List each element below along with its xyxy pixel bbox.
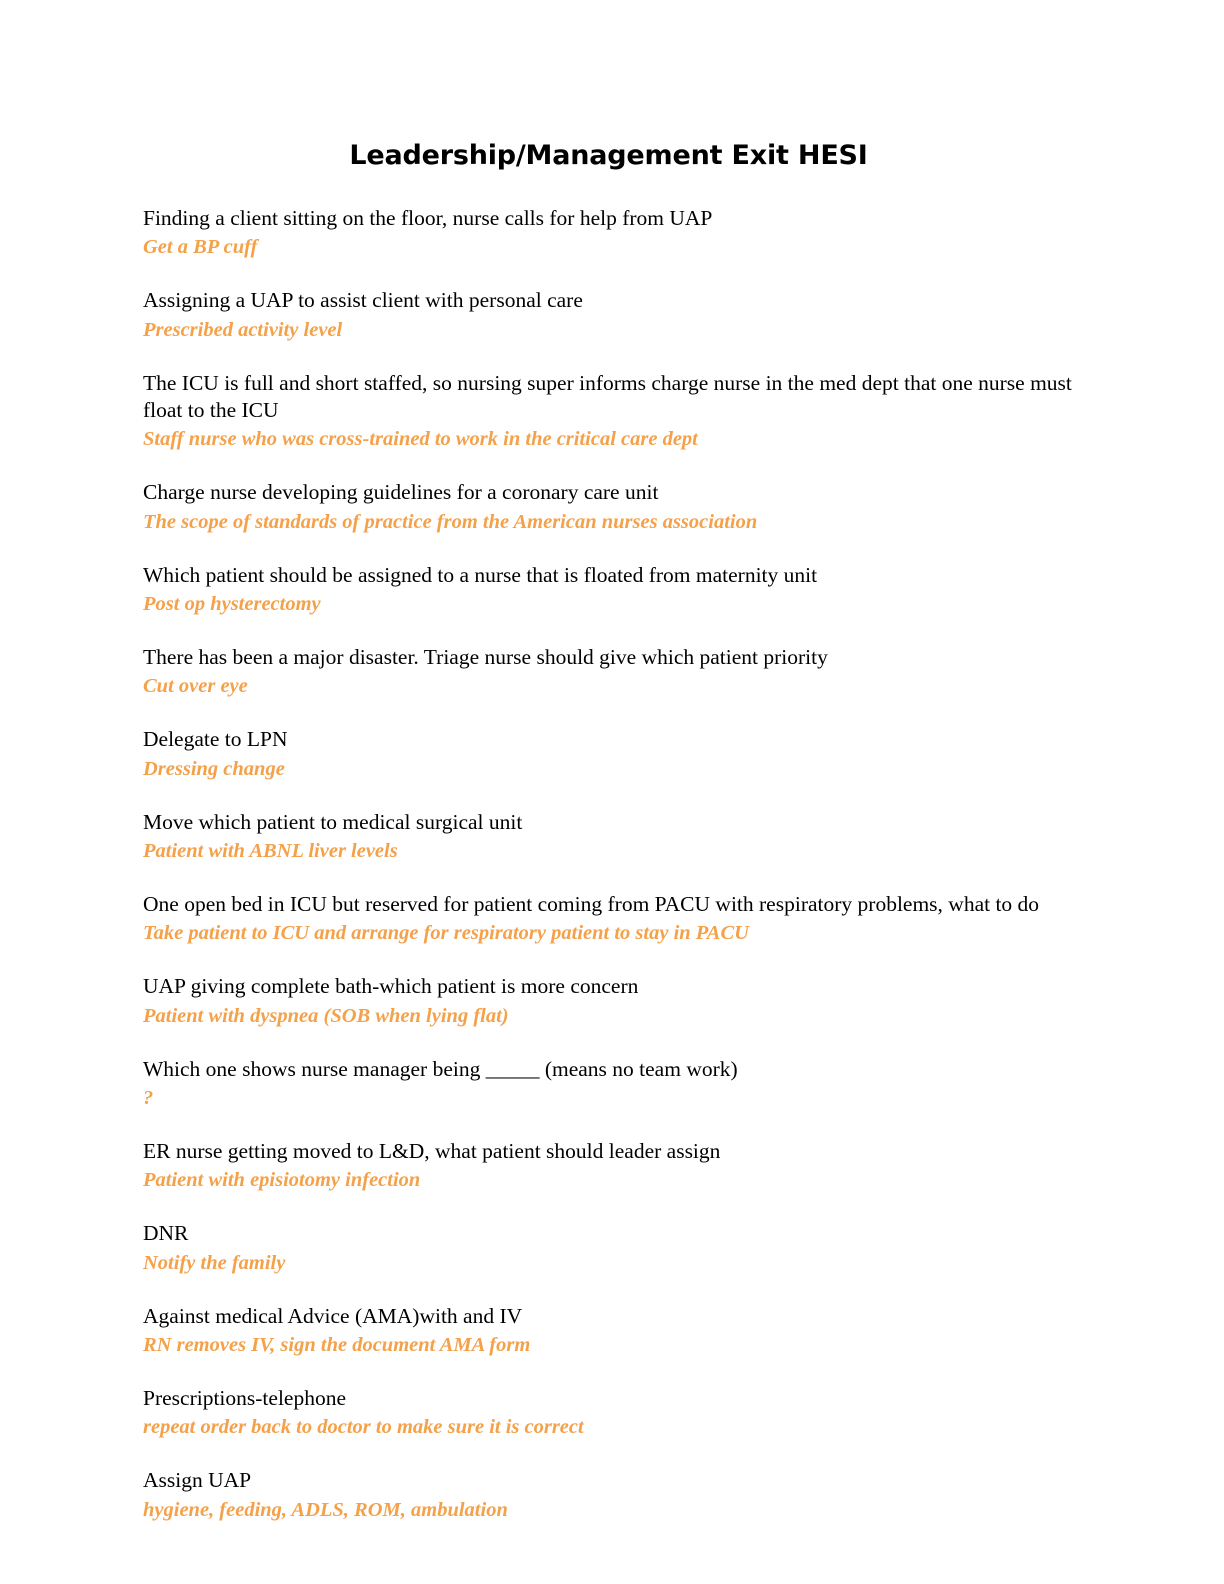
answer-text: RN removes IV, sign the document AMA form xyxy=(143,1333,531,1356)
list-item xyxy=(143,287,1074,342)
question-text: Assigning a UAP to assist client with personal care xyxy=(143,288,583,313)
answer-text: Staff nurse who was cross-trained to work in the critical care dept xyxy=(143,428,698,451)
list-item xyxy=(143,644,1074,699)
answer-text: Dressing change xyxy=(143,757,285,780)
question-text: Charge nurse developing guidelines for a coronary care unit xyxy=(143,480,659,505)
question-text: There has been a major disaster. Triage nurse should give which patient priority xyxy=(143,644,828,669)
question-text: Which one shows nurse manager being _____ (means no team work) xyxy=(143,1056,738,1081)
list-item xyxy=(143,891,1074,946)
question-text: UAP giving complete bath-which patient is more concern xyxy=(143,974,639,999)
question-text: DNR xyxy=(143,1221,189,1246)
list-item xyxy=(143,1056,1074,1111)
answer-text: Prescribed activity level xyxy=(143,318,343,341)
list-item xyxy=(143,973,1074,1028)
question-text: One open bed in ICU but reserved for patient coming from PACU with respiratory problems, what to do xyxy=(143,891,1040,916)
list-item xyxy=(143,562,1074,617)
list-item xyxy=(143,205,1074,260)
answer-text: Cut over eye xyxy=(143,675,248,698)
answer-text: ? xyxy=(143,1086,154,1109)
question-text: Finding a client sitting on the floor, nurse calls for help from UAP xyxy=(143,206,713,230)
question-text: ER nurse getting moved to L&D, what patient should leader assign xyxy=(143,1138,721,1163)
answer-text: Post op hysterectomy xyxy=(143,592,321,615)
question-text: Against medical Advice (AMA)with and IV xyxy=(143,1303,523,1328)
answer-text: repeat order back to doctor to make sure it is correct xyxy=(143,1416,584,1439)
list-item xyxy=(143,726,1074,781)
question-text: Move which patient to medical surgical unit xyxy=(143,809,523,834)
page-title: Leadership/Management Exit HESI xyxy=(349,140,868,171)
answer-text: Notify the family xyxy=(143,1251,286,1274)
list-item xyxy=(143,1138,1074,1193)
list-item xyxy=(143,809,1074,864)
list-item xyxy=(143,370,1074,453)
answer-text: The scope of standards of practice from the American nurses association xyxy=(143,510,758,533)
list-item xyxy=(143,479,1074,534)
question-text: The ICU is full and short staffed, so nursing super informs charge nurse in the med dept that one nurse must float to the ICU xyxy=(143,370,1072,422)
list-item xyxy=(143,1467,1074,1522)
answer-text: Patient with dyspnea (SOB when lying flat) xyxy=(143,1004,509,1027)
list-item xyxy=(143,1385,1074,1440)
answer-text: Take patient to ICU and arrange for respiratory patient to stay in PACU xyxy=(143,922,749,945)
question-text: Which patient should be assigned to a nurse that is floated from maternity unit xyxy=(143,562,818,587)
answer-text: Patient with episiotomy infection xyxy=(143,1169,421,1192)
answer-text: hygiene, feeding, ADLS, ROM, ambulation xyxy=(143,1498,508,1521)
question-text: Prescriptions-telephone xyxy=(143,1385,347,1410)
list-item xyxy=(143,1303,1074,1358)
qa-list xyxy=(143,205,1074,1523)
answer-text: Get a BP cuff xyxy=(143,236,258,259)
answer-text: Patient with ABNL liver levels xyxy=(143,839,398,862)
question-text: Delegate to LPN xyxy=(143,727,288,752)
list-item xyxy=(143,1220,1074,1275)
question-text: Assign UAP xyxy=(143,1468,252,1493)
